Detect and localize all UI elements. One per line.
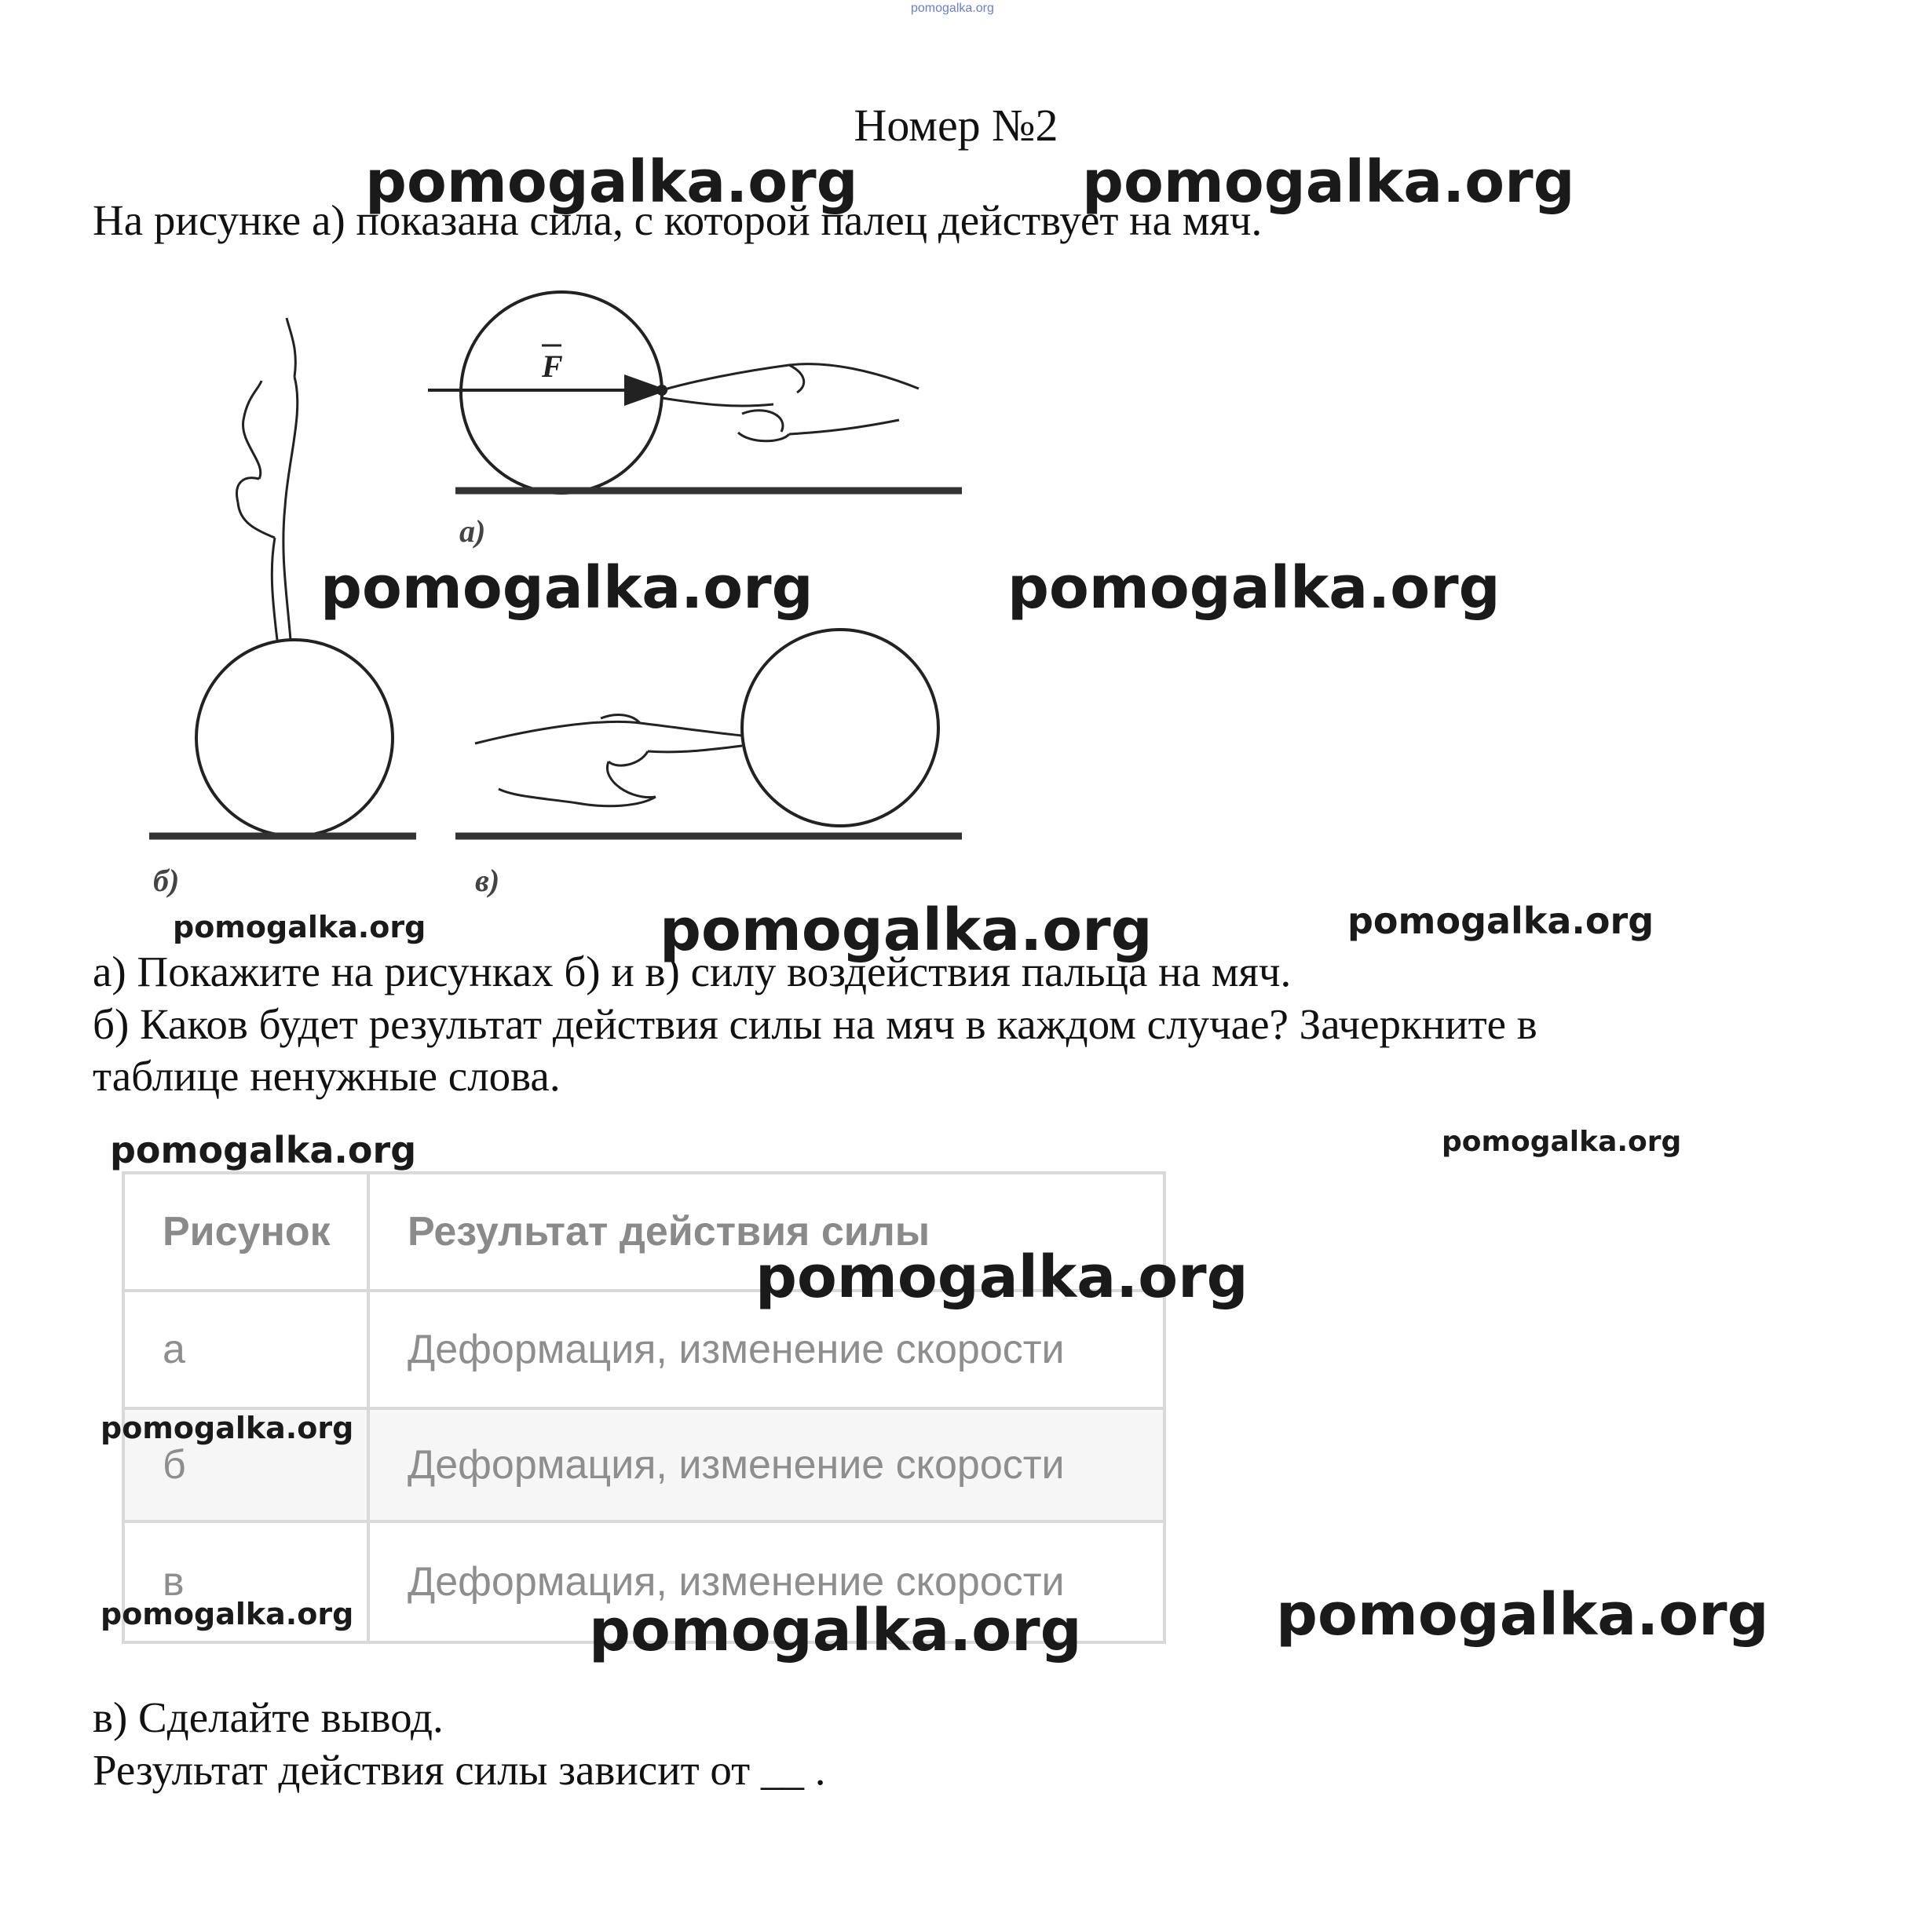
watermark: pomogalka.org [1347, 900, 1654, 942]
task-v-text: в) Сделайте вывод. [93, 1693, 444, 1741]
watermark: pomogalka.org [1007, 554, 1501, 622]
table-cell-figure: а [123, 1291, 368, 1408]
watermark: pomogalka.org [1442, 1126, 1682, 1158]
watermark: pomogalka.org [660, 897, 1153, 964]
task-b-text-line2: таблице ненужные слова. [93, 1052, 561, 1100]
watermark: pomogalka.org [320, 554, 813, 622]
table-cell-figure: в [123, 1521, 368, 1642]
watermark: pomogalka.org [101, 1411, 354, 1445]
watermark: pomogalka.org [365, 148, 858, 216]
table-cell-result: Деформация, изменение скорости [368, 1521, 1164, 1642]
ball-v [742, 630, 938, 826]
table-header-cell: Результат действия силы [368, 1173, 1164, 1291]
watermark: pomogalka.org [101, 1597, 354, 1631]
watermark: pomogalka.org [173, 910, 426, 944]
results-table [122, 1171, 1166, 1644]
conclusion-text: Результат действия силы зависит от __ . [93, 1746, 826, 1794]
table-cell-result: Деформация, изменение скорости [368, 1408, 1164, 1521]
task-b-text-line1: б) Каков будет результат действия силы на мяч в каждом случае? Зачеркните в [93, 1000, 1537, 1048]
intro-text: На рисунке а) показана сила, с которой палец действует на мяч. [93, 196, 1263, 244]
label-v: в) [475, 863, 500, 898]
force-label: F [542, 349, 563, 384]
site-mark[interactable]: pomogalka.org [911, 2, 994, 15]
hand-b [237, 318, 298, 640]
hand-a [662, 364, 919, 441]
ball-b [196, 640, 393, 836]
watermark: pomogalka.org [1276, 1581, 1769, 1649]
label-b: б) [153, 863, 180, 898]
ball-a [461, 292, 662, 493]
table-cell-figure: б [123, 1408, 368, 1521]
watermark: pomogalka.org [755, 1244, 1248, 1311]
table-cell-result: Деформация, изменение скорости [368, 1291, 1164, 1408]
hand-v [475, 714, 742, 805]
panel-v [455, 630, 962, 898]
task-a-text: а) Покажите на рисунках б) и в) силу воздействия пальца на мяч. [93, 948, 1292, 995]
watermark: pomogalka.org [110, 1129, 417, 1171]
watermark: pomogalka.org [1082, 148, 1575, 216]
page-title: Номер №2 [854, 100, 1058, 151]
panel-a [428, 292, 962, 549]
label-a: а) [459, 513, 486, 549]
watermark: pomogalka.org [589, 1597, 1082, 1664]
table-header-cell: Рисунок [123, 1173, 368, 1291]
